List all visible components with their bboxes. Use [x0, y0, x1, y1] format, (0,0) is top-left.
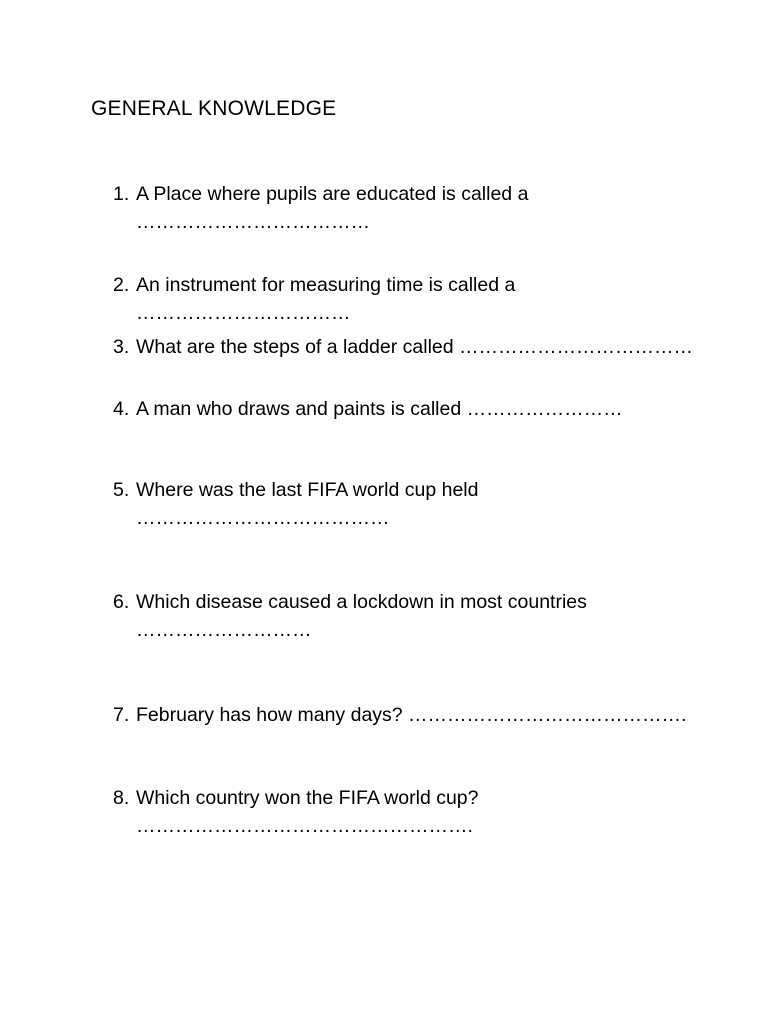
- answer-blank: …………………………………: [136, 507, 390, 529]
- question-number: 3.: [113, 336, 130, 358]
- answer-blank: ………………………: [136, 619, 312, 641]
- question-text: February has how many days? …………………………………….: [136, 704, 687, 726]
- question-2: [113, 269, 733, 329]
- question-number: 4.: [113, 398, 130, 420]
- question-4: [113, 393, 733, 425]
- question-6: [113, 586, 733, 646]
- question-text: Where was the last FIFA world cup held: [136, 479, 479, 501]
- question-number: 2.: [113, 274, 130, 296]
- page-title: GENERAL KNOWLEDGE: [91, 97, 337, 120]
- question-7: [113, 699, 733, 731]
- question-text: Which country won the FIFA world cup?: [136, 787, 479, 809]
- question-1: [113, 178, 733, 238]
- question-text: An instrument for measuring time is called a: [136, 274, 516, 296]
- question-5: [113, 474, 733, 534]
- question-text: What are the steps of a ladder called ………………………………: [136, 336, 694, 358]
- question-number: 5.: [113, 479, 130, 501]
- question-text: Which disease caused a lockdown in most countries: [136, 591, 587, 613]
- question-number: 8.: [113, 787, 130, 809]
- question-text: A man who draws and paints is called ……………………: [136, 398, 623, 420]
- question-number: 6.: [113, 591, 130, 613]
- answer-blank: …………………………………………….: [136, 815, 473, 837]
- question-text: A Place where pupils are educated is called a: [136, 183, 529, 205]
- question-number: 1.: [113, 183, 130, 205]
- question-number: 7.: [113, 704, 130, 726]
- question-3: [113, 331, 733, 363]
- question-8: [113, 782, 733, 842]
- answer-blank: ………………………………: [136, 211, 370, 233]
- answer-blank: ……………………………: [136, 302, 351, 324]
